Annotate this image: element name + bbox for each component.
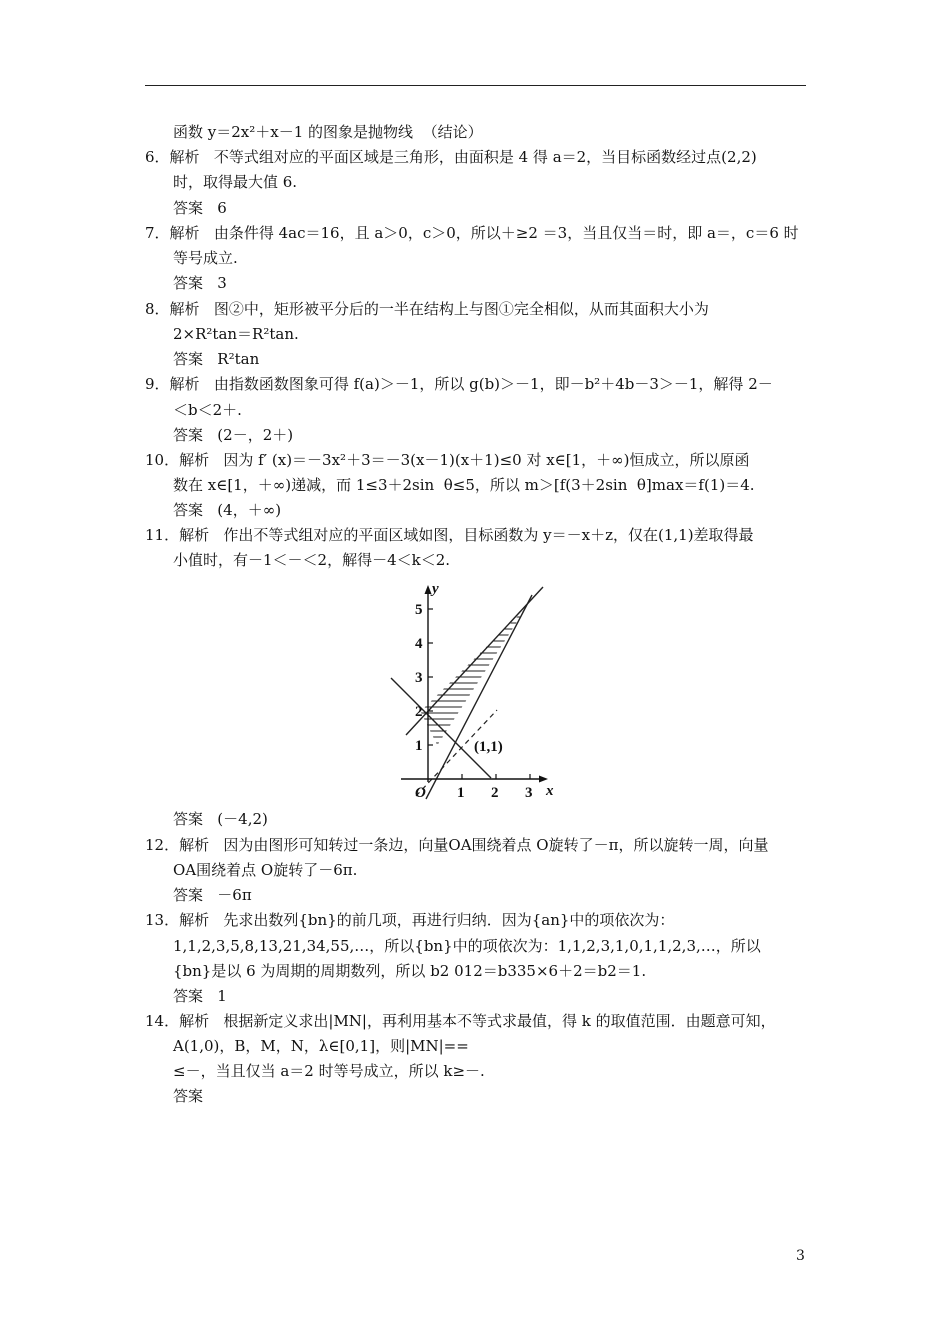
- text-line: 14．解析 根据新定义求出|MN|，再利用基本不等式求最值，得 k 的取值范围．由题意可知，: [145, 1012, 776, 1030]
- answer-line: 答案 －6π: [173, 886, 252, 904]
- answer-line: 答案 (4，＋∞): [173, 501, 282, 519]
- boundary-line: [391, 678, 491, 778]
- x-tick-label: 2: [491, 785, 499, 801]
- hatched-region: [386, 605, 566, 743]
- text-line: 11．解析 作出不等式组对应的平面区域如图，目标函数为 y＝－x＋z，仅在(1,1)差取得最: [145, 526, 754, 544]
- text-line: 8．解析 图②中，矩形被平分后的一半在结构上与图①完全相似，从而其面积大小为: [145, 300, 709, 318]
- y-tick-label: 4: [415, 636, 423, 652]
- text-line: 2×R²tan＝R²tan.: [173, 325, 299, 343]
- text-line: 12．解析 因为由图形可知转过一条边，向量OA围绕着点 O旋转了－π，所以旋转一周，向量: [145, 836, 769, 854]
- y-tick-label: 5: [415, 602, 423, 618]
- x-tick-label: 1: [457, 785, 465, 801]
- point-label: (1,1): [474, 739, 503, 755]
- y-axis-arrow: [425, 585, 432, 594]
- answer-line: 答案 1: [173, 987, 227, 1005]
- text-line: {bn}是以 6 为周期的周期数列，所以 b2 012＝b335×6＋2＝b2＝1.: [173, 962, 647, 980]
- text-line: A(1,0)，B，M，N，λ∈[0,1]，则|MN|==: [173, 1037, 469, 1055]
- x-axis-arrow: [539, 776, 548, 783]
- answer-line: 答案 3: [173, 274, 227, 292]
- answer-line: 答案 (2－，2＋): [173, 426, 294, 444]
- text-line: 9．解析 由指数函数图象可得 f(a)＞－1，所以 g(b)＞－1，即－b²＋4b－3＞－1，解得 2－: [145, 375, 773, 393]
- text-line: 7．解析 由条件得 4ac＝16，且 a＞0，c＞0，所以＋≥2 ＝3，当且仅当＝时，即 a＝，c＝6 时: [145, 224, 799, 242]
- region-figure-svg: [386, 577, 566, 802]
- text-line: ≤－，当且仅当 a＝2 时等号成立，所以 k≥－.: [173, 1062, 485, 1080]
- text-line: 1,1,2,3,5,8,13,21,34,55,…，所以{bn}中的项依次为：1,1,2,3,1,0,1,1,2,3,…，所以: [173, 937, 761, 955]
- text-line: 数在 x∈[1，＋∞)递减，而 1≤3＋2sin θ≤5，所以 m＞[f(3＋2sin θ]max＝f(1)＝4.: [173, 476, 755, 494]
- text-line: 等号成立.: [173, 249, 238, 267]
- answer-line: 答案 (－4,2): [173, 810, 268, 828]
- x-tick-label: 3: [525, 785, 533, 801]
- origin-label: O: [415, 785, 426, 801]
- text-line: 6．解析 不等式组对应的平面区域是三角形，由面积是 4 得 a＝2，当目标函数经过点(2,2): [145, 148, 757, 166]
- text-line: 时，取得最大值 6.: [173, 173, 298, 191]
- answer-line: 答案 R²tan: [173, 350, 260, 368]
- y-tick-label: 3: [415, 670, 423, 686]
- page-number: 3: [796, 1248, 805, 1264]
- answer-line: 答案 6: [173, 199, 227, 217]
- answer-line: 答案: [173, 1087, 204, 1105]
- text-line: OA围绕着点 O旋转了－6π.: [173, 861, 358, 879]
- text-line: 函数 y＝2x²＋x－1 的图象是抛物线 （结论）: [173, 123, 483, 141]
- text-line: 小值时，有－1＜－＜2，解得－4＜k＜2.: [173, 551, 451, 569]
- text-line: ＜b＜2＋.: [173, 401, 242, 419]
- region-figure: [386, 577, 566, 802]
- x-axis-label: x: [546, 783, 554, 799]
- y-axis-label: y: [432, 581, 439, 597]
- text-line: 10．解析 因为 f′ (x)＝－3x²＋3＝－3(x－1)(x＋1)≤0 对 x∈[1，＋∞)恒成立，所以原函: [145, 451, 750, 469]
- text-line: 13．解析 先求出数列{bn}的前几项，再进行归纳．因为{an}中的项依次为：: [145, 911, 675, 929]
- header-rule: [145, 85, 806, 86]
- y-tick-label: 1: [415, 738, 423, 754]
- y-tick-label: 2: [415, 704, 423, 720]
